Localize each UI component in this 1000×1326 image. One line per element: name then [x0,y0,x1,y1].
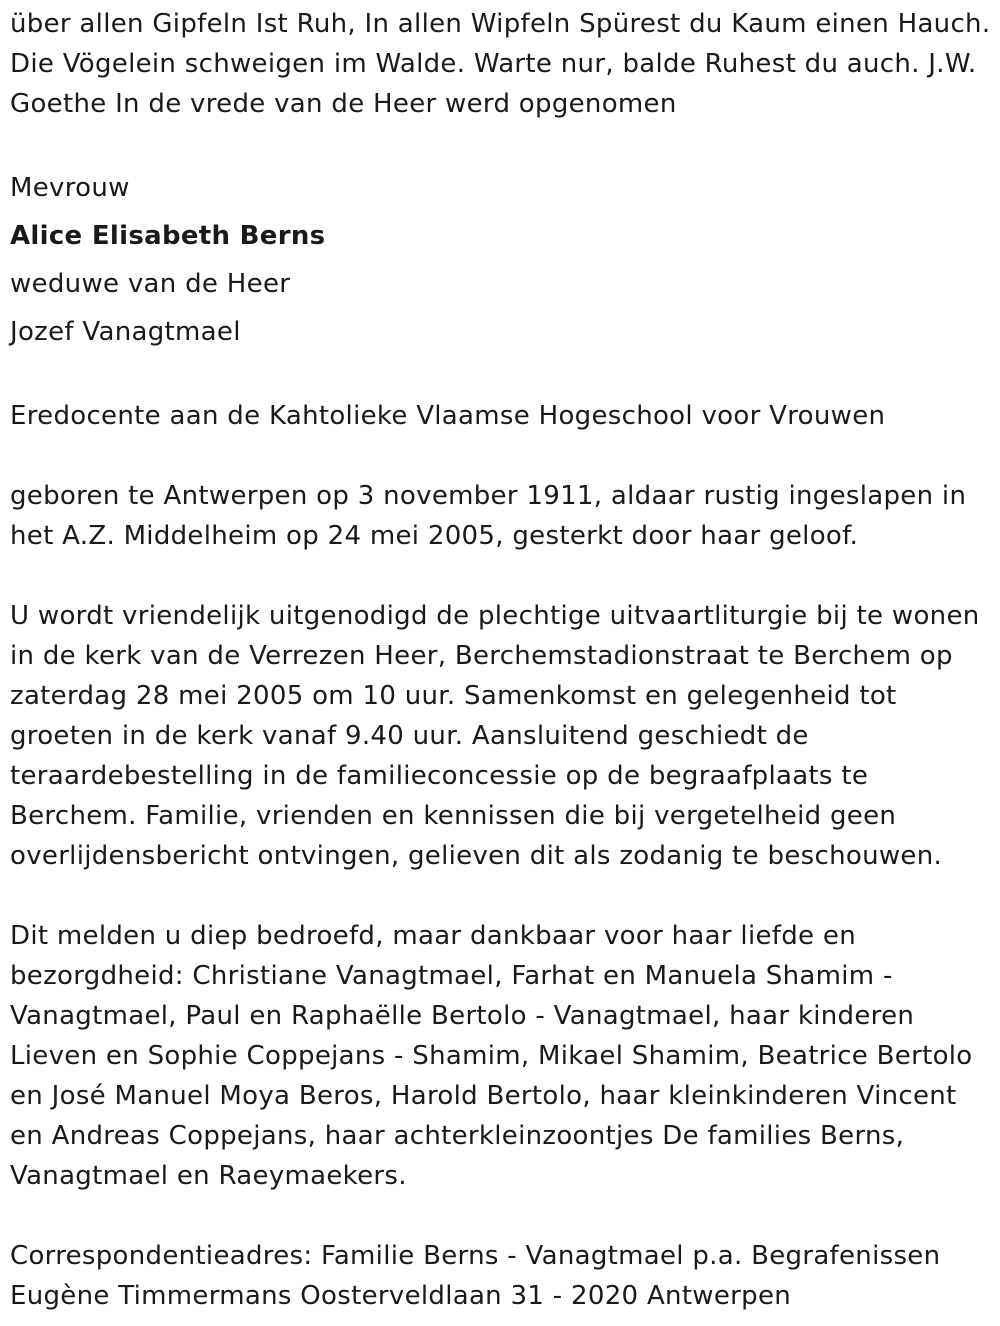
poem-intro: über allen Gipfeln Ist Ruh, In allen Wipfeln Spürest du Kaum einen Hauch. Die Vögelein schweigen im Walde. Warte nur, balde Ruhest du auch. J.W. Goethe In de vrede van de Heer werd opgenomen [10,9,991,119]
birth-death-paragraph: geboren te Antwerpen op 3 november 1911, aldaar rustig ingeslapen in het A.Z. Middelheim op 24 mei 2005, gesterkt door haar geloof. [10,481,967,551]
funeral-invitation-paragraph: U wordt vriendelijk uitgenodigd de plechtige uitvaartliturgie bij te wonen in de kerk van de Verrezen Heer, Berchemstadionstraat te Berchem op zaterdag 28 mei 2005 om 10 uur. Samenkomst en gelegenheid tot groeten in de kerk vanaf 9.40 uur. Aansluitend geschiedt de teraardebestelling in de familieconcessie op de begraafplaats te Berchem. Familie, vrienden en kennissen die bij vergetelheid geen overlijdensbericht ontvingen, gelieven dit als zodanig te beschouwen. [10,601,980,871]
correspondence-address: Correspondentieadres: Familie Berns - Vanagtmael p.a. Begrafenissen Eugène Timmermans Oosterveldlaan 31 - 2020 Antwerpen [10,1241,941,1311]
spouse-name: Jozef Vanagtmael [10,317,241,347]
spacer [10,436,995,476]
relation-line: weduwe van de Heer [10,269,291,299]
occupation-line: Eredocente aan de Kahtolieke Vlaamse Hogeschool voor Vrouwen [10,401,886,431]
spacer [10,556,995,596]
spacer [10,1196,995,1236]
spacer [10,876,995,916]
spacer [10,356,995,396]
obituary-notice [10,0,995,1316]
family-paragraph: Dit melden u diep bedroefd, maar dankbaar voor haar liefde en bezorgdheid: Christiane Vanagtmael, Farhat en Manuela Shamim - Vanagtmael, Paul en Raphaëlle Bertolo - Vanagtmael, haar kinderen Lieven en Sophie Coppejans - Shamim, Mikael Shamim, Beatrice Bertolo en José Manuel Moya Beros, Harold Bertolo, haar kleinkinderen Vincent en Andreas Coppejans, haar achterkleinzoontjes De families Berns, Vanagtmael en Raeymaekers. [10,921,973,1191]
salutation: Mevrouw [10,173,130,203]
deceased-name: Alice Elisabeth Berns [10,221,326,251]
spacer [10,124,995,164]
